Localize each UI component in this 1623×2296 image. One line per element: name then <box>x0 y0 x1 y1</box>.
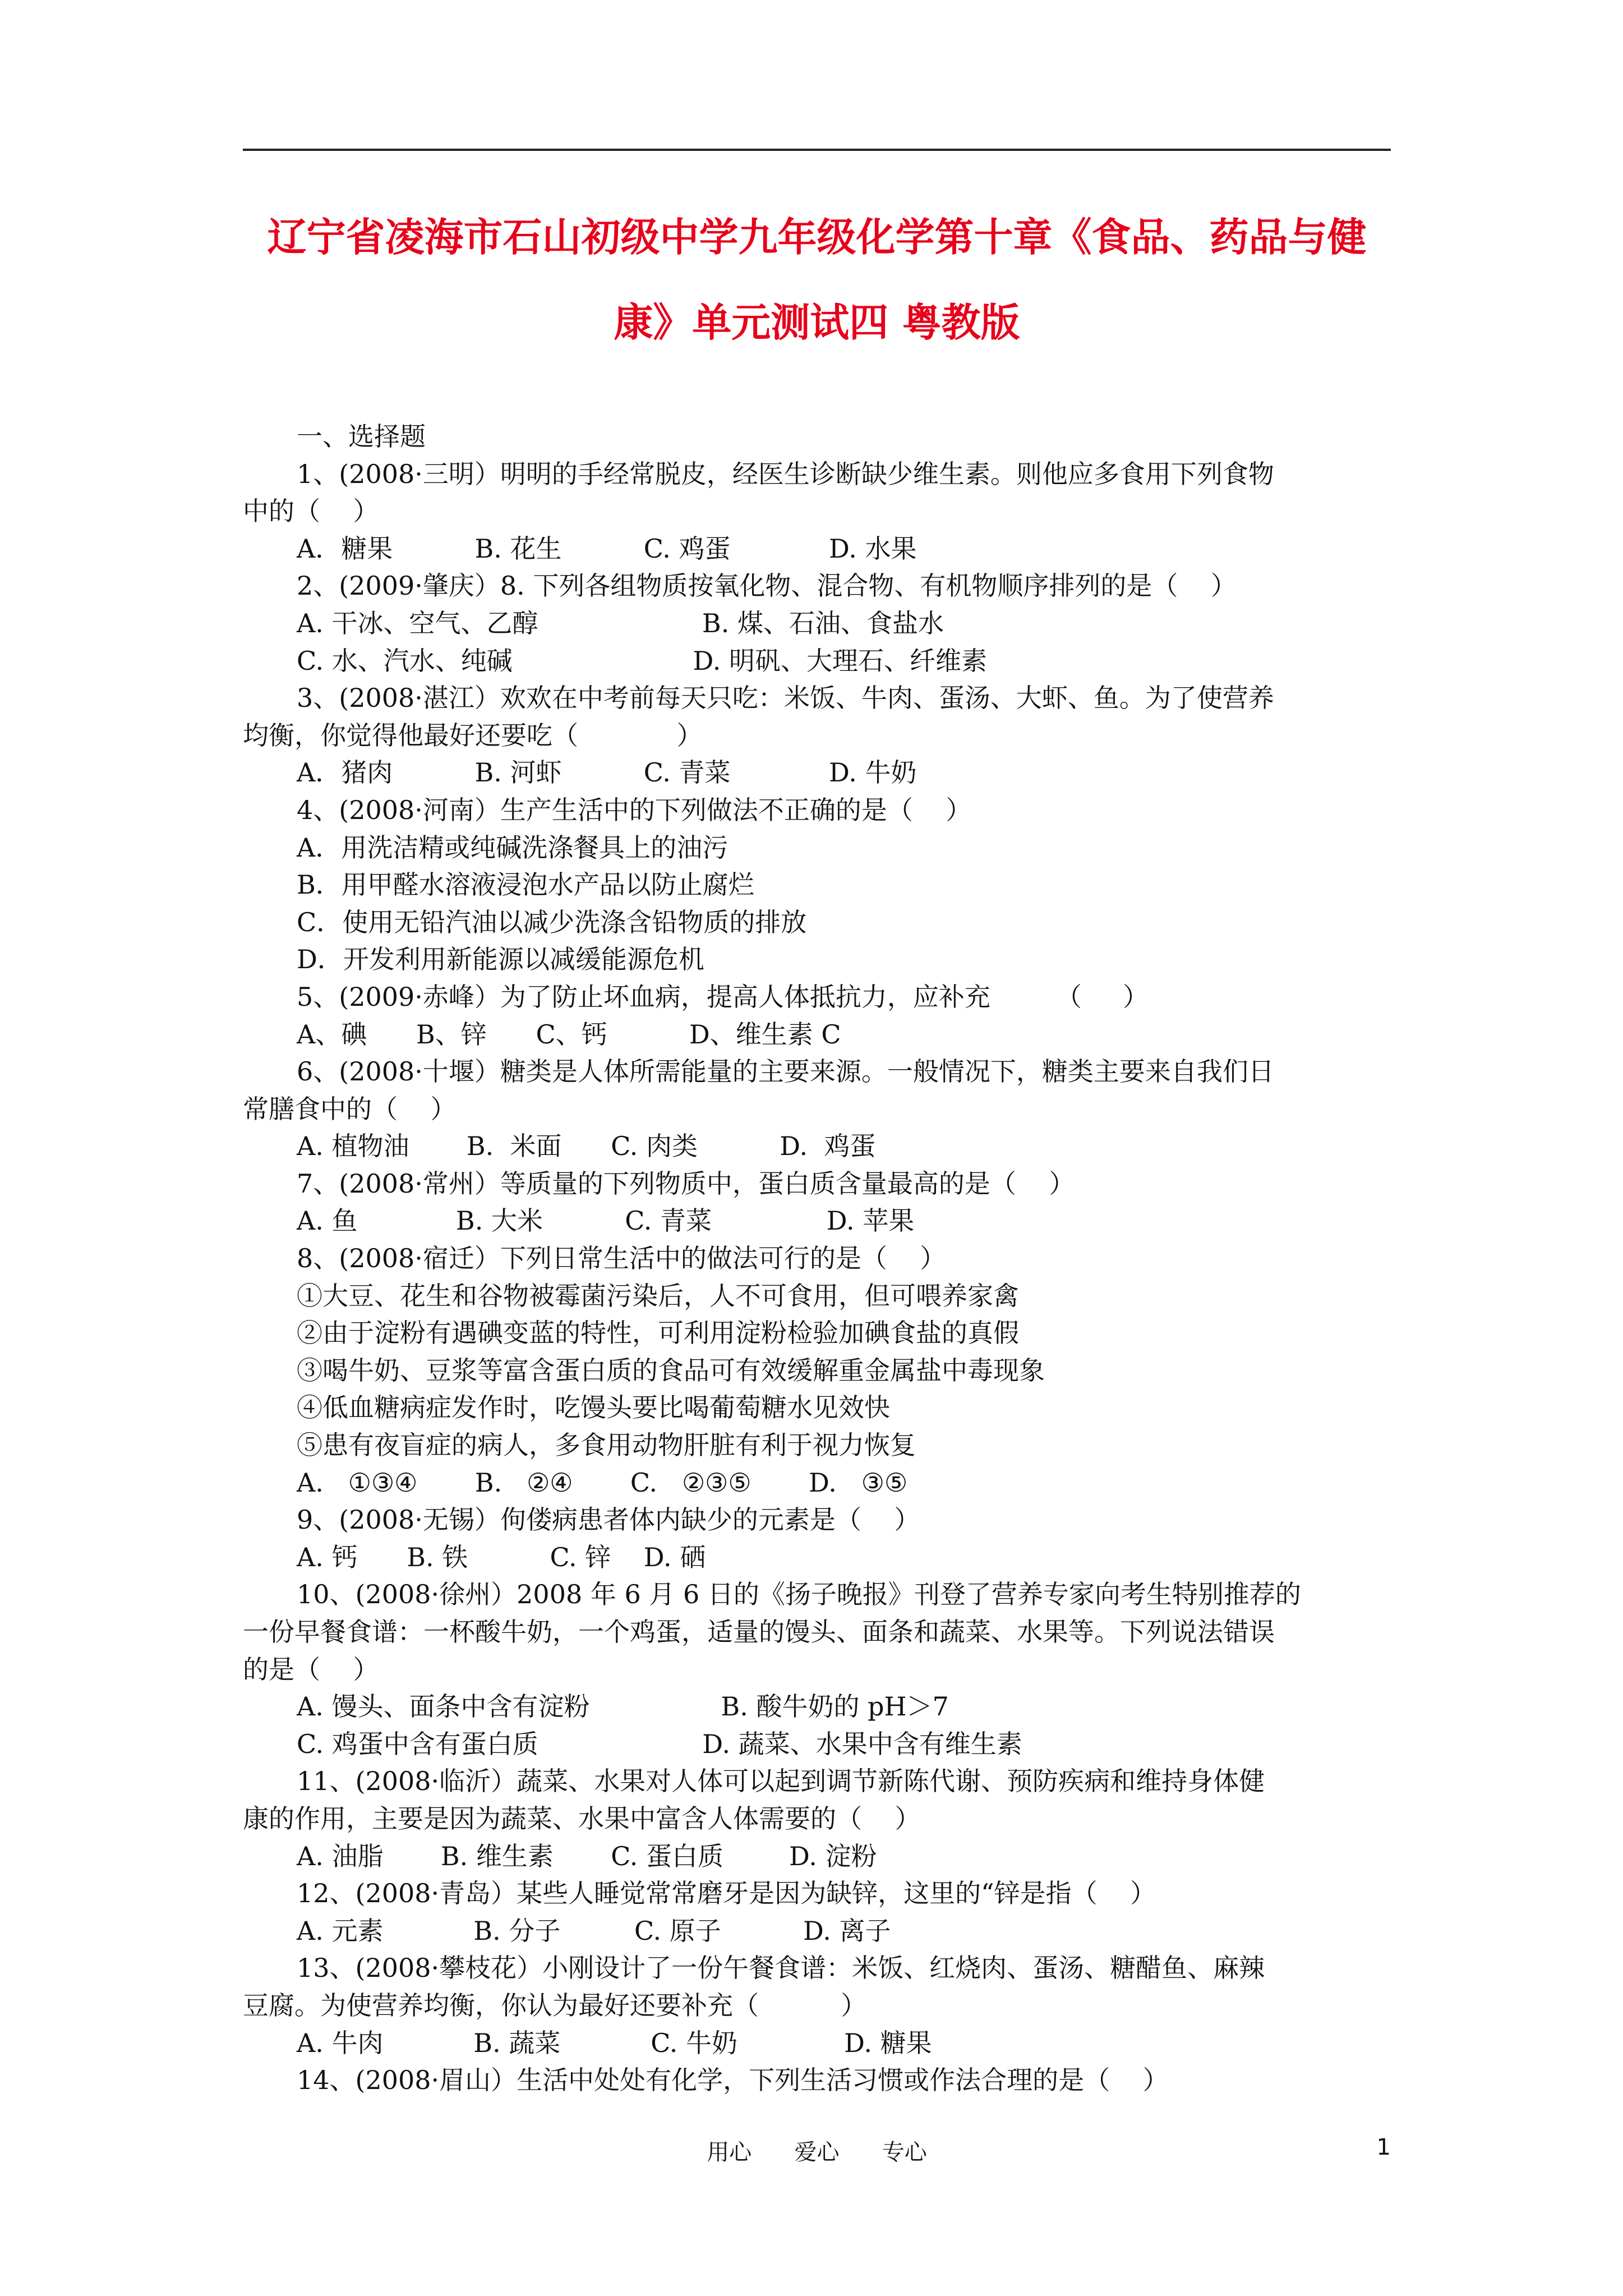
text-line: A. 馒头、面条中含有淀粉 B. 酸牛奶的 pH＞7 <box>297 1691 949 1722</box>
text-line: ①大豆、花生和谷物被霉菌污染后，人不可食用，但可喂养家禽 <box>297 1280 1019 1311</box>
header-rule <box>243 149 1391 151</box>
text-line: A. ①③④ B. ②④ C. ②③⑤ D. ③⑤ <box>297 1467 908 1498</box>
text-line: 常膳食中的（ ） <box>243 1093 457 1124</box>
text-line: 12、(2008·青岛）某些人睡觉常常磨牙是因为缺锌，这里的“锌是指（ ） <box>297 1878 1156 1909</box>
text-line: A. 鱼 B. 大米 C. 青菜 D. 苹果 <box>297 1205 915 1236</box>
document-title-line-2: 康》单元测试四 粤教版 <box>614 300 1020 346</box>
text-line: C. 水、汽水、纯碱 D. 明矾、大理石、纤维素 <box>297 645 987 676</box>
document-title-line-1: 辽宁省凌海市石山初级中学九年级化学第十章《食品、药品与健 <box>267 214 1367 260</box>
text-line: 均衡，你觉得他最好还要吃（ ） <box>243 720 703 751</box>
text-line: 6、(2008·十堰）糖类是人体所需能量的主要来源。一般情况下，糖类主要来自我们日 <box>297 1056 1274 1087</box>
text-line: A. 牛肉 B. 蔬菜 C. 牛奶 D. 糖果 <box>297 2027 932 2058</box>
text-line: 4、(2008·河南）生产生活中的下列做法不正确的是（ ） <box>297 794 972 825</box>
text-line: A、碘 B、锌 C、钙 D、维生素 C <box>297 1019 841 1050</box>
text-line: 一、选择题 <box>297 421 426 452</box>
text-line: 康的作用，主要是因为蔬菜、水果中富含人体需要的（ ） <box>243 1803 921 1834</box>
text-line: 5、(2009·赤峰）为了防止坏血病，提高人体抵抗力，应补充 （ ） <box>297 981 1149 1012</box>
text-line: 8、(2008·宿迁）下列日常生活中的做法可行的是（ ） <box>297 1243 946 1274</box>
page-footer <box>243 2134 1391 2168</box>
text-line: 9、(2008·无锡）佝偻病患者体内缺少的元素是（ ） <box>297 1504 920 1535</box>
text-line: 一份早餐食谱：一杯酸牛奶，一个鸡蛋，适量的馒头、面条和蔬菜、水果等。下列说法错误 <box>243 1617 1275 1647</box>
text-line: 豆腐。为使营养均衡，你认为最好还要补充（ ） <box>243 1990 867 2021</box>
text-line: 11、(2008·临沂）蔬菜、水果对人体可以起到调节新陈代谢、预防疾病和维持身体健 <box>297 1766 1265 1797</box>
text-line: C. 鸡蛋中含有蛋白质 D. 蔬菜、水果中含有维生素 <box>297 1728 1022 1759</box>
text-line: 的是（ ） <box>243 1654 379 1685</box>
text-line: D．开发利用新能源以减缓能源危机 <box>297 944 704 975</box>
text-line: ③喝牛奶、豆浆等富含蛋白质的食品可有效缓解重金属盐中毒现象 <box>297 1355 1045 1386</box>
text-line: 13、(2008·攀枝花）小刚设计了一份午餐食谱：米饭、红烧肉、蛋汤、糖醋鱼、麻辣 <box>297 1953 1265 1984</box>
text-line: B．用甲醛水溶液浸泡水产品以防止腐烂 <box>297 869 754 900</box>
text-line: A．猪肉 B. 河虾 C. 青菜 D. 牛奶 <box>297 757 917 788</box>
text-line: A．糖果 B. 花生 C. 鸡蛋 D. 水果 <box>297 533 917 564</box>
text-line: ②由于淀粉有遇碘变蓝的特性，可利用淀粉检验加碘食盐的真假 <box>297 1318 1019 1349</box>
text-line: A．用洗洁精或纯碱洗涤餐具上的油污 <box>297 832 728 863</box>
text-line: 3、(2008·湛江）欢欢在中考前每天只吃：米饭、牛肉、蛋汤、大虾、鱼。为了使营养 <box>297 683 1274 714</box>
text-line: 1、(2008·三明）明明的手经常脱皮，经医生诊断缺少维生素。则他应多食用下列食物 <box>297 458 1274 489</box>
text-line: ⑤患有夜盲症的病人，多食用动物肝脏有利于视力恢复 <box>297 1430 916 1461</box>
footer-motto: 用心 爱心 专心 <box>707 2139 927 2165</box>
text-line: ④低血糖病症发作时，吃馒头要比喝葡萄糖水见效快 <box>297 1392 890 1423</box>
text-line: C．使用无铅汽油以减少洗涤含铅物质的排放 <box>297 907 807 937</box>
text-line: 10、(2008·徐州）2008 年 6 月 6 日的《扬子晚报》刊登了营养专家向考生特别推荐的 <box>297 1579 1301 1610</box>
text-line: A. 钙 B. 铁 C. 锌 D. 硒 <box>297 1542 706 1572</box>
text-line: 7、(2008·常州）等质量的下列物质中，蛋白质含量最高的是（ ） <box>297 1168 1075 1199</box>
text-line: 2、(2009·肇庆）8. 下列各组物质按氧化物、混合物、有机物顺序排列的是（ ） <box>297 570 1237 601</box>
page-number: 1 <box>1376 2134 1391 2160</box>
text-line: 中的（ ） <box>243 496 379 527</box>
text-line: A. 油脂 B. 维生素 C. 蛋白质 D. 淀粉 <box>297 1841 877 1871</box>
text-line: 14、(2008·眉山）生活中处处有化学，下列生活习惯或作法合理的是（ ） <box>297 2065 1169 2096</box>
text-line: A. 植物油 B. 米面 C. 肉类 D. 鸡蛋 <box>297 1131 876 1162</box>
text-line: A. 元素 B. 分子 C. 原子 D. 离子 <box>297 1915 891 1946</box>
question-list <box>243 418 1391 2099</box>
text-line: A. 干冰、空气、乙醇 B. 煤、石油、食盐水 <box>297 608 944 638</box>
